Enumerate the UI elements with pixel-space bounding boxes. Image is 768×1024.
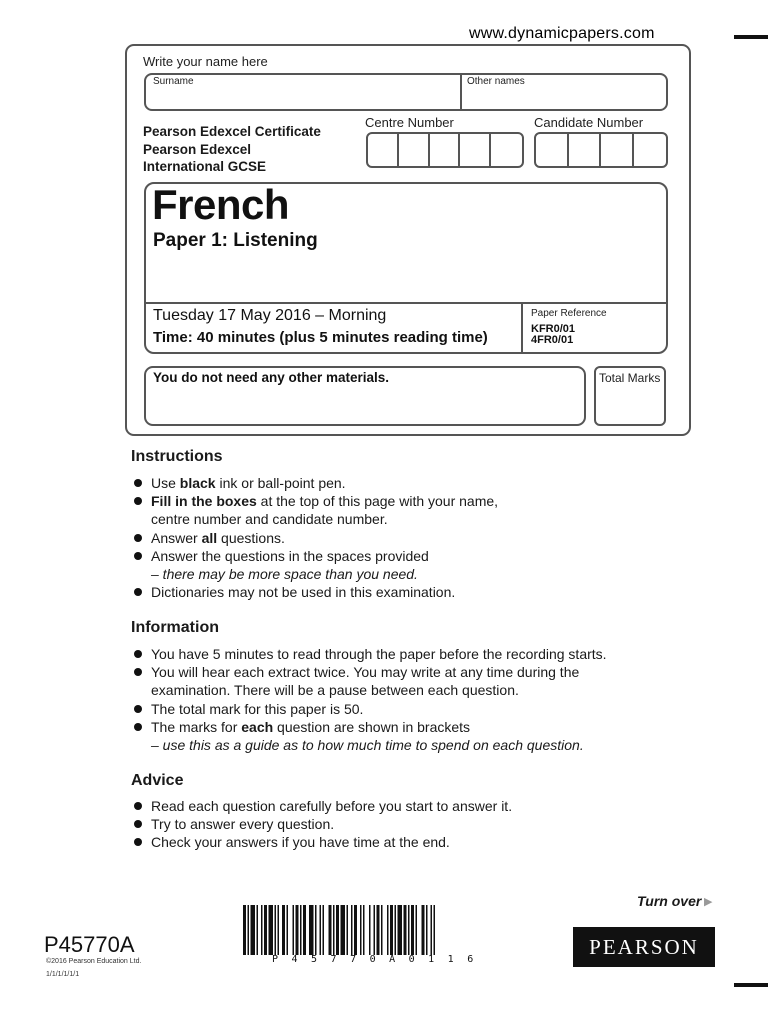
barcode-number: P45770A0116 [272, 954, 487, 965]
barcode-bar [303, 905, 306, 955]
digit-box[interactable] [368, 134, 399, 166]
barcode-bar [333, 905, 335, 955]
barcode-bar [269, 905, 274, 955]
paper-reference-code: 4FR0/01 [531, 334, 574, 346]
barcode-bar [390, 905, 393, 955]
barcode-bar [275, 905, 277, 955]
digit-box[interactable] [491, 134, 522, 166]
barcode-bar [320, 905, 322, 955]
barcode-bar [315, 905, 317, 955]
other-names-label: Other names [467, 76, 525, 87]
list-item-text: examination. There will be a pause between each question. [151, 682, 519, 699]
barcode-bar [363, 905, 365, 955]
digit-box[interactable] [601, 134, 634, 166]
barcode-bar [309, 905, 314, 955]
barcode-bar [374, 905, 376, 955]
paper-code: P45770A [44, 932, 135, 957]
list-item [134, 510, 498, 528]
list-item-text: Fill in the boxes [151, 493, 257, 510]
barcode-bar [381, 905, 383, 955]
crop-mark-top [734, 35, 768, 39]
barcode-bar [431, 905, 433, 955]
barcode-bar [377, 905, 380, 955]
org-line: International GCSE [143, 159, 267, 174]
list-item-text: question are shown in brackets [273, 718, 471, 735]
list-item [134, 663, 607, 681]
panel-divider [521, 302, 523, 354]
barcode-bar [360, 905, 362, 955]
barcode-bar [434, 905, 436, 955]
barcode-bar [347, 905, 349, 955]
website-url[interactable]: www.dynamicpapers.com [469, 25, 655, 42]
panel-divider [144, 302, 668, 304]
list-item-text: Dictionaries may not be used in this examination. [151, 584, 456, 601]
instructions-heading: Instructions [131, 448, 223, 465]
digit-box[interactable] [569, 134, 602, 166]
list-item-text: Use [151, 475, 180, 491]
barcode-bar [293, 905, 295, 955]
digit-box[interactable] [634, 134, 666, 166]
name-field-divider [460, 73, 462, 111]
digit-box[interactable] [430, 134, 461, 166]
centre-number-label: Centre Number [365, 115, 454, 130]
digit-box[interactable] [399, 134, 430, 166]
list-item [134, 833, 512, 851]
subject-title: French [152, 181, 290, 228]
list-item-text: black [179, 475, 216, 491]
list-item-text: – use this as a guide as to how much time to spend on each question. [151, 737, 584, 754]
turn-over-label[interactable]: Turn over [637, 893, 702, 909]
barcode-bar [411, 905, 414, 955]
list-item [134, 736, 607, 754]
barcode-bar [300, 905, 302, 955]
org-line: Pearson Edexcel [143, 142, 252, 157]
candidate-number-label: Candidate Number [534, 115, 644, 130]
list-item [134, 565, 498, 583]
barcode-bar [404, 905, 407, 955]
list-item [134, 474, 498, 492]
information-list [134, 645, 607, 754]
list-item [134, 700, 607, 718]
name-prompt: Write your name here [143, 54, 268, 69]
exam-time: Time: 40 minutes (plus 5 minutes reading time) [153, 329, 488, 346]
org-line: Pearson Edexcel Certificate [143, 124, 321, 139]
information-heading: Information [131, 619, 219, 636]
paper-reference-label: Paper Reference [531, 308, 607, 319]
barcode-bar [251, 905, 256, 955]
list-item-text: Read each question carefully before you start to answer it. [151, 798, 513, 814]
barcode-bar [261, 905, 263, 955]
candidate-number-field[interactable] [534, 132, 668, 168]
barcode-bar [296, 905, 299, 955]
arrow-right-icon: ▶ [704, 896, 713, 908]
list-item-text: Answer [151, 529, 202, 546]
list-item [134, 718, 607, 736]
barcode-bar [278, 905, 280, 955]
barcode-bar [369, 905, 371, 955]
barcode-bar [426, 905, 428, 955]
barcode-bar [264, 905, 267, 955]
name-field[interactable] [144, 73, 668, 111]
digit-box[interactable] [536, 134, 569, 166]
list-item-text: each [241, 718, 274, 735]
list-item-text: ink or ball-point pen. [215, 475, 346, 491]
materials-note: You do not need any other materials. [153, 370, 390, 385]
list-item-text: You have 5 minutes to read through the paper before the recording starts. [151, 646, 607, 662]
barcode-bar [257, 905, 259, 955]
list-item [134, 681, 607, 699]
paper-title: Paper 1: Listening [153, 230, 318, 251]
barcode-bar [243, 905, 246, 955]
list-item-text: Answer the questions in the spaces provided [151, 547, 429, 564]
barcode-bar [323, 905, 325, 955]
barcode-bar [408, 905, 410, 955]
issue-code: 1/1/1/1/1/1 [46, 971, 80, 978]
barcode-bar [341, 905, 346, 955]
pearson-logo: PEARSON [573, 927, 715, 967]
barcode-bar [398, 905, 403, 955]
digit-box[interactable] [460, 134, 491, 166]
list-item-text: questions. [217, 529, 285, 546]
list-item-text: The marks for [151, 718, 242, 735]
barcode-bar [248, 905, 250, 955]
list-item-text: Try to answer every question. [151, 816, 335, 833]
barcode-bar [387, 905, 389, 955]
list-item [134, 492, 498, 510]
exam-date: Tuesday 17 May 2016 – Morning [153, 307, 387, 324]
list-item [134, 815, 512, 833]
advice-list [134, 797, 512, 852]
advice-heading: Advice [131, 772, 184, 789]
surname-label: Surname [153, 76, 194, 87]
list-item-text: – there may be more space than you need. [151, 566, 418, 583]
barcode-image [243, 905, 523, 955]
barcode-bar [354, 905, 357, 955]
barcode-bar [336, 905, 339, 955]
barcode-bar [287, 905, 289, 955]
list-item-text: Check your answers if you have time at the end. [151, 834, 450, 851]
barcode-bar [395, 905, 397, 955]
barcode-bar [351, 905, 353, 955]
copyright-notice: ©2016 Pearson Education Ltd. [46, 958, 142, 965]
list-item [134, 529, 498, 547]
list-item [134, 547, 498, 565]
barcode-bar [416, 905, 418, 955]
list-item [134, 797, 512, 815]
barcode-bar [329, 905, 332, 955]
total-marks-label: Total Marks [599, 371, 661, 385]
instructions-list [134, 474, 498, 601]
list-item [134, 583, 498, 601]
list-item-text: centre number and candidate number. [151, 511, 388, 528]
list-item-text: The total mark for this paper is 50. [151, 700, 364, 717]
list-item-text: at the top of this page with your name, [256, 493, 499, 510]
list-item [134, 645, 607, 663]
list-item-text: You will hear each extract twice. You may write at any time during the [151, 664, 580, 681]
barcode-bar [282, 905, 285, 955]
list-item-text: all [201, 529, 218, 546]
crop-mark-bottom [734, 983, 768, 987]
barcode-bar [422, 905, 425, 955]
paper-reference-code: KFR0/01 [531, 323, 576, 335]
centre-number-field[interactable] [366, 132, 524, 168]
